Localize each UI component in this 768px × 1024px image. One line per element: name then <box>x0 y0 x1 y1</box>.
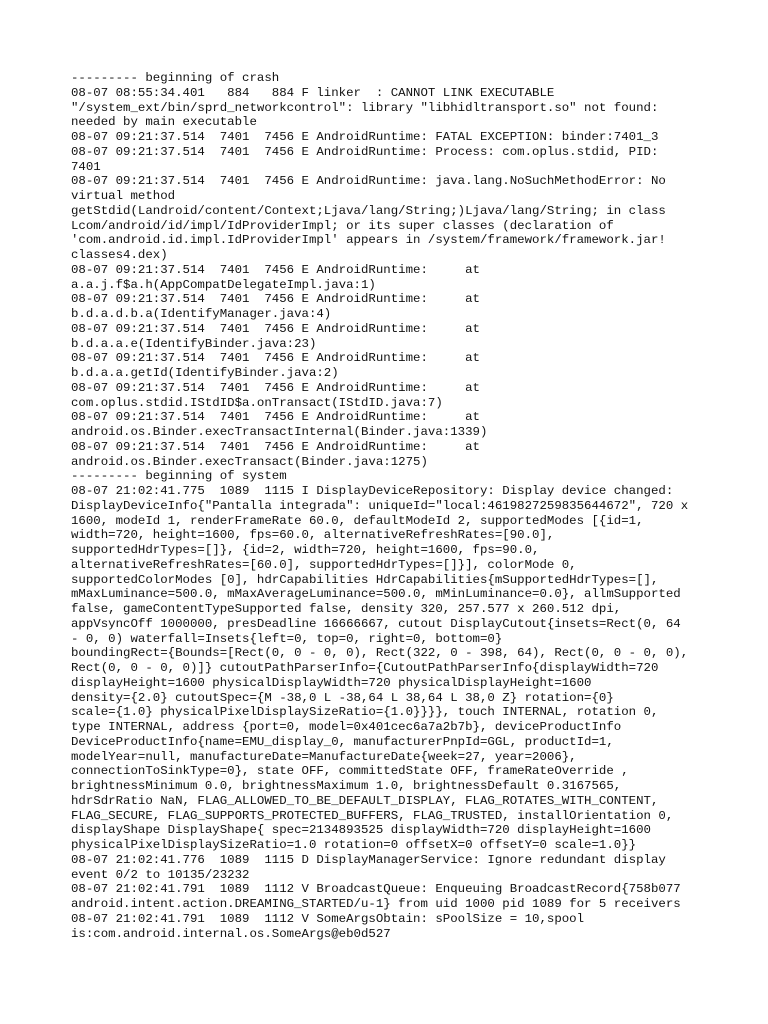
log-line: type INTERNAL, address {port=0, model=0x401cec6a7a2b7b}, deviceProductInfo <box>71 720 622 734</box>
log-line: mMaxLuminance=500.0, mMaxAverageLuminance=500.0, mMinLuminance=0.0}, allmSupported <box>71 587 681 602</box>
log-line: 08-07 09:21:37.514 7401 7456 E AndroidRuntime: at <box>71 262 480 277</box>
log-line: 7401 <box>71 159 101 174</box>
log-line: - 0, 0) waterfall=Insets{left=0, top=0, right=0, bottom=0} <box>71 631 503 646</box>
log-line: scale={1.0} physicalPixelDisplaySizeRatio={1.0}}}}, touch INTERNAL, rotation 0, <box>71 705 659 720</box>
log-line: 08-07 09:21:37.514 7401 7456 E AndroidRuntime: at <box>71 351 480 366</box>
log-line: event 0/2 to 10135/23232 <box>71 867 250 882</box>
log-line: 08-07 21:02:41.791 1089 1112 V BroadcastQueue: Enqueuing BroadcastRecord{758b077 <box>71 882 681 897</box>
log-line: --------- beginning of system <box>71 469 287 484</box>
log-line: displayHeight=1600 physicalDisplayWidth=720 physicalDisplayHeight=1600 <box>71 675 592 690</box>
log-line: 08-07 09:21:37.514 7401 7456 E AndroidRuntime: at <box>71 292 480 307</box>
log-line: modelYear=null, manufactureDate=ManufactureDate{week=27, year=2006}, <box>71 749 577 764</box>
log-line: virtual method <box>71 189 176 203</box>
log-line: classes4.dex) <box>71 248 168 262</box>
log-line: hdrSdrRatio NaN, FLAG_ALLOWED_TO_BE_DEFAULT_DISPLAY, FLAG_ROTATES_WITH_CONTENT, <box>71 793 659 808</box>
log-line: android.os.Binder.execTransactInternal(Binder.java:1339) <box>71 425 488 439</box>
log-line: getStdid(Landroid/content/Context;Ljava/lang/String;)Ljava/lang/String; in class <box>71 203 666 218</box>
log-line: false, gameContentTypeSupported false, density 320, 257.577 x 260.512 dpi, <box>71 602 622 616</box>
log-text-block <box>71 71 688 941</box>
log-line: appVsyncOff 1000000, presDeadline 16666667, cutout DisplayCutout{insets=Rect(0, 64 <box>71 616 681 631</box>
log-line: 08-07 09:21:37.514 7401 7456 E AndroidRuntime: Process: com.oplus.stdid, PID: <box>71 144 659 159</box>
log-line: 08-07 09:21:37.514 7401 7456 E AndroidRuntime: at <box>71 380 480 395</box>
log-line: DeviceProductInfo{name=EMU_display_0, manufacturerPnpId=GGL, productId=1, <box>71 734 614 749</box>
log-line: FLAG_SECURE, FLAG_SUPPORTS_PROTECTED_BUFFERS, FLAG_TRUSTED, installOrientation 0, <box>71 808 674 823</box>
log-line: Lcom/android/id/impl/IdProviderImpl; or its super classes (declaration of <box>71 218 614 233</box>
log-line: com.oplus.stdid.IStdID$a.onTransact(IStdID.java:7) <box>71 395 443 410</box>
log-line: boundingRect={Bounds=[Rect(0, 0 - 0, 0), Rect(322, 0 - 398, 64), Rect(0, 0 - 0, 0), <box>71 646 689 661</box>
log-line: supportedColorModes [0], hdrCapabilities HdrCapabilities{mSupportedHdrTypes=[], <box>71 572 659 587</box>
log-line: alternativeRefreshRates=[60.0], supportedHdrTypes=[]}], colorMode 0, <box>71 557 577 572</box>
log-line: brightnessMinimum 0.0, brightnessMaximum 1.0, brightnessDefault 0.3167565, <box>71 779 622 793</box>
log-line: 08-07 09:21:37.514 7401 7456 E AndroidRuntime: FATAL EXCEPTION: binder:7401_3 <box>71 130 659 144</box>
log-line: Rect(0, 0 - 0, 0)]} cutoutPathParserInfo={CutoutPathParserInfo{displayWidth=720 <box>71 661 659 675</box>
log-line: b.d.a.a.e(IdentifyBinder.java:23) <box>71 336 317 351</box>
log-line: b.d.a.a.getId(IdentifyBinder.java:2) <box>71 366 339 380</box>
log-line: android.intent.action.DREAMING_STARTED/u-1} from uid 1000 pid 1089 for 5 receivers <box>71 897 681 911</box>
log-line: density={2.0} cutoutSpec={M -38,0 L -38,64 L 38,64 L 38,0 Z} rotation={0} <box>71 690 614 705</box>
log-line: supportedHdrTypes=[]}, {id=2, width=720, height=1600, fps=90.0, <box>71 543 540 557</box>
log-line: 08-07 21:02:41.776 1089 1115 D DisplayManagerService: Ignore redundant display <box>71 852 666 867</box>
log-line: "/system_ext/bin/sprd_networkcontrol": library "libhidltransport.so" not found: <box>71 100 659 115</box>
log-line: 08-07 08:55:34.401 884 884 F linker : CANNOT LINK EXECUTABLE <box>71 85 555 100</box>
log-line: android.os.Binder.execTransact(Binder.java:1275) <box>71 454 428 469</box>
log-line: DisplayDeviceInfo{"Pantalla integrada": uniqueId="local:4619827259835644672", 720 x <box>71 498 689 513</box>
log-line: b.d.a.d.b.a(IdentifyManager.java:4) <box>71 307 332 321</box>
log-line: 08-07 21:02:41.791 1089 1112 V SomeArgsObtain: sPoolSize = 10,spool <box>71 911 585 926</box>
log-line: 08-07 09:21:37.514 7401 7456 E AndroidRuntime: at <box>71 439 480 454</box>
log-line: width=720, height=1600, fps=60.0, alternativeRefreshRates=[90.0], <box>71 528 555 543</box>
log-line: displayShape DisplayShape{ spec=2134893525 displayWidth=720 displayHeight=1600 <box>71 823 651 838</box>
log-line: 08-07 09:21:37.514 7401 7456 E AndroidRuntime: java.lang.NoSuchMethodError: No <box>71 174 666 189</box>
log-line: is:com.android.internal.os.SomeArgs@eb0d527 <box>71 926 391 941</box>
log-line: a.a.j.f$a.h(AppCompatDelegateImpl.java:1) <box>71 277 376 292</box>
log-line: needed by main executable <box>71 115 257 130</box>
log-line: 1600, modeId 1, renderFrameRate 60.0, defaultModeId 2, supportedModes [{id=1, <box>71 513 644 528</box>
log-line: --------- beginning of crash <box>71 71 280 85</box>
log-line: 08-07 21:02:41.775 1089 1115 I DisplayDeviceRepository: Display device changed: <box>71 484 674 498</box>
log-line: physicalPixelDisplaySizeRatio=1.0 rotation=0 offsetX=0 offsetY=0 scale=1.0}} <box>71 838 637 852</box>
log-line: 08-07 09:21:37.514 7401 7456 E AndroidRuntime: at <box>71 410 480 425</box>
log-line: 08-07 09:21:37.514 7401 7456 E AndroidRuntime: at <box>71 321 480 336</box>
log-line: connectionToSinkType=0}, state OFF, committedState OFF, frameRateOverride , <box>71 764 629 779</box>
log-line: 'com.android.id.impl.IdProviderImpl' appears in /system/framework/framework.jar! <box>71 233 666 248</box>
